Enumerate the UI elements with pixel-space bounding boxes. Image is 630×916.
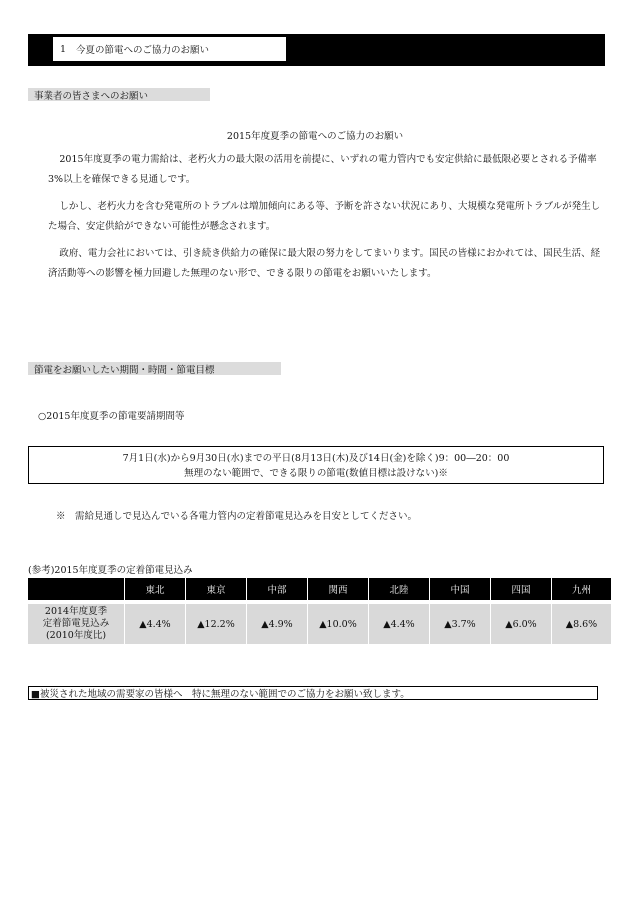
table-row	[28, 600, 612, 644]
period-subheading: ○2015年度夏季の節電要請期間等	[38, 411, 185, 422]
row-header-cell	[28, 600, 125, 644]
table-header-row	[28, 578, 612, 600]
business-heading	[28, 88, 210, 101]
paragraph-text: 2015年度夏季の電力需給は、老朽火力の最大限の活用を前提に、いずれの電力管内でも安定供給に最低限必要とされる予備率3%以上を確保できる見通しです。	[48, 154, 597, 185]
business-heading-text: 事業者の皆さまへのお願い	[34, 90, 149, 102]
column-header-tokyo: 東京	[186, 578, 247, 600]
value-cell-kyushu: ▲8.6%	[552, 600, 612, 644]
paragraph-text: 政府、電力会社においては、引き続き供給力の確保に最大限の努力をしてまいります。国民の皆様におかれては、国民生活、経済活動等への影響を極力回避した無理のない形で、できる限りの節電をお願いいたします。	[48, 248, 601, 279]
column-header-chugoku: 中国	[430, 578, 491, 600]
value-cell-hokuriku: ▲4.4%	[369, 600, 430, 644]
business-paragraph-1	[48, 150, 608, 190]
value-cell-kansai: ▲10.0%	[308, 600, 369, 644]
column-header-kyushu: 九州	[552, 578, 612, 600]
reference-caption: (参考)2015年度夏季の定着節電見込み	[28, 565, 193, 576]
period-note: ※ 需給見通しで見込んでいる各電力管内の定着節電見込みを目安としてください。	[56, 511, 418, 522]
value-cell-tohoku: ▲4.4%	[125, 600, 186, 644]
business-paragraph-2	[48, 197, 608, 237]
row-label-line: 定着節電見込み	[42, 618, 110, 629]
column-header-tohoku: 東北	[125, 578, 186, 600]
period-box-line-1: 7月1日(水)から9月30日(水)までの平日(8月13日(木)及び14日(金)を除く)9：00―20：00	[122, 453, 510, 464]
column-header-shikoku: 四国	[491, 578, 552, 600]
section-number: 1	[60, 43, 67, 55]
footer-notice-box	[28, 686, 598, 700]
section-title-box	[53, 37, 286, 61]
column-header-hokuriku: 北陸	[369, 578, 430, 600]
value-cell-shikoku: ▲6.0%	[491, 600, 552, 644]
section-title: 今夏の節電へのご協力のお願い	[76, 45, 210, 56]
column-header-chubu: 中部	[247, 578, 308, 600]
value-cell-tokyo: ▲12.2%	[186, 600, 247, 644]
paragraph-text: しかし、老朽火力を含む発電所のトラブルは増加傾向にある等、予断を許さない状況にあり、大規模な発電所トラブルが発生した場合、安定供給ができない可能性が懸念されます。	[48, 201, 601, 232]
footer-notice-text: ■被災された地域の需要家の皆様へ 特に無理のない範囲でのご協力をお願い致します。	[31, 689, 410, 700]
row-label-line: (2010年度比)	[45, 630, 107, 641]
column-header-kansai: 関西	[308, 578, 369, 600]
period-heading	[28, 362, 281, 375]
period-box-line-2: 無理のない範囲で、できる限りの節電(数値目標は設けない)※	[184, 468, 448, 479]
row-label-line: 2014年度夏季	[44, 606, 108, 617]
value-cell-chugoku: ▲3.7%	[430, 600, 491, 644]
section-header-bar	[28, 34, 605, 66]
period-notice-box	[28, 446, 604, 484]
period-heading-text: 節電をお願いしたい期間・時間・節電目標	[34, 364, 215, 376]
table-corner-cell	[28, 578, 125, 600]
value-cell-chubu: ▲4.9%	[247, 600, 308, 644]
reference-table	[28, 578, 612, 644]
business-paragraph-3	[48, 244, 608, 284]
business-title: 2015年度夏季の節電へのご協力のお願い	[226, 131, 404, 142]
